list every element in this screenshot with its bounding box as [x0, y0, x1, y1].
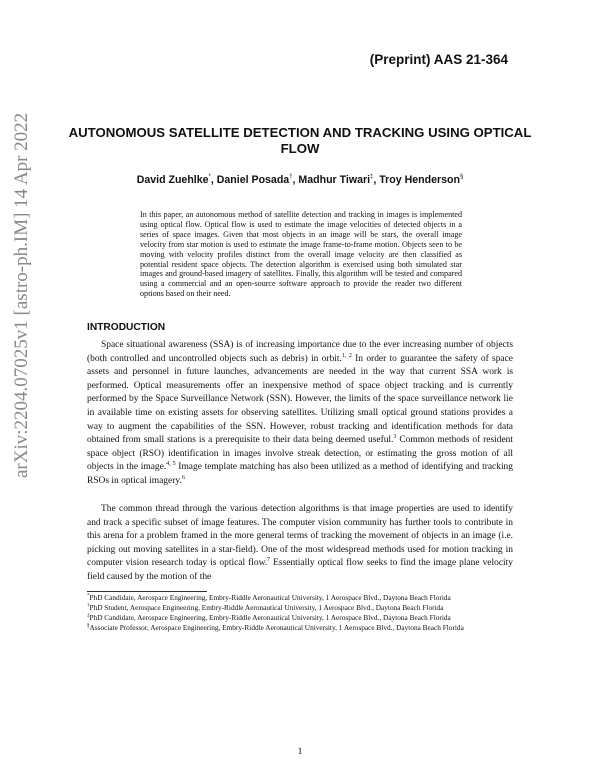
preprint-label: (Preprint) AAS 21-364	[369, 52, 508, 67]
author-mark: ‡	[370, 174, 374, 180]
citation: 4, 5	[166, 461, 176, 468]
footnote-mark: †	[87, 603, 90, 609]
footnote-mark: §	[87, 623, 90, 629]
author-name: David Zuehlke	[136, 174, 209, 186]
paragraph-text: Essentially optical flow seeks to find the image plane velocity field caused by the motion of the	[87, 558, 513, 582]
author-mark: †	[289, 174, 293, 180]
citation: 3	[393, 434, 397, 441]
page-number: 1	[297, 747, 303, 757]
arxiv-stamp: arXiv:2204.07025v1 [astro-ph.IM] 14 Apr 2022	[11, 112, 32, 478]
citation: 1, 2	[341, 352, 352, 359]
paragraph-text: In order to guarantee the safety of space assets and personnel in future launches, advancements are needed in the way that current SSA work is performed. Optical measurements offer an inexpensive method of space object tracking and is currently performed by the Space Surveillance Network (SSN). However, the limits of the space surveillance network lie in available time on existing assets for observing satellites. Utilizing small optical ground stations provides a way to augment the capabilities of the SSN. However, robust tracking and identification methods for data obtained from small stations is a prerequisite to their data being deemed useful.	[87, 353, 513, 446]
author-name: Troy Henderson	[379, 174, 460, 186]
footnote	[87, 593, 513, 603]
paragraph-text: Common methods of resident space object (RSO) identification in images involve streak detection, or estimating the gross motion of all objects in the image.	[87, 435, 513, 473]
abstract: In this paper, an autonomous method of satellite detection and tracking in images is implemented using optical flow. Optical flow is used to estimate the image velocities of detected objects in a series of space images. Given that most objects in an image will be stars, the overall image velocity from star motion is used to estimate the image frame-to-frame motion. Objects seen to be moving with velocity profiles distinct from the overall image velocity are then classified as potential resident space objects. The detection algorithm is exercised using both simulated star images and ground-based imagery of satellites. Finally, this algorithm will be tested and compared using a commercial and an open-source software approach to provide the reader two different options based on their need.	[140, 210, 462, 299]
footnote	[87, 623, 513, 633]
footnote-divider	[87, 591, 207, 592]
intro-paragraph-1	[87, 339, 513, 489]
author-mark: *	[208, 174, 211, 180]
footnote-text: Associate Professor, Aerospace Engineering, Embry-Riddle Aeronautical University, 1 Aerospace Blvd., Daytona Beach Florida	[89, 623, 464, 633]
citation: 6	[181, 474, 185, 481]
paragraph-text: The common thread through the various detection algorithms is that image properties are used to identify and track a specific subset of image features. The computer vision community has further tools to contribute in this arena for a problem framed in the more general terms of tracking the movement of objects in an image (i.e. picking out moving satellites in a star-field). One of the most widespread methods used for motion tracking in computer vision research today is optical flow.	[87, 504, 513, 569]
section-heading: INTRODUCTION	[87, 322, 166, 333]
footnote-text: PhD Candidate, Aerospace Engineering, Embry-Riddle Aeronautical University, 1 Aerospace Blvd., Daytona Beach Florida	[89, 593, 451, 602]
author-list: David Zuehlke*, Daniel Posada†, Madhur Tiwari‡, Troy Henderson§	[136, 174, 464, 186]
paragraph-text: Image template matching has also been utilized as a method of identifying and tracking RSOs in optical imagery.	[87, 462, 513, 486]
footnotes	[87, 593, 513, 633]
paragraph-text: Space situational awareness (SSA) is of increasing importance due to the ever increasing number of objects (both controlled and uncontrolled objects such as debris) in orbit.	[87, 340, 513, 364]
citation: 7	[267, 557, 271, 564]
footnote-text: PhD Candidate, Aerospace Engineering, Embry-Riddle Aeronautical University, 1 Aerospace Blvd., Daytona Beach Florida	[89, 613, 451, 623]
author-name: Daniel Posada	[216, 174, 290, 186]
intro-paragraph-2	[87, 503, 513, 585]
paper-title: AUTONOMOUS SATELLITE DETECTION AND TRACKING USING OPTICAL FLOW	[68, 125, 532, 156]
footnote-mark: *	[87, 593, 90, 599]
footnote-text: PhD Student, Aerospace Engineering, Embry-Riddle Aeronautical University, 1 Aerospace Blvd., Daytona Beach Florida	[89, 603, 444, 613]
footnote	[87, 603, 513, 613]
footnote-mark: ‡	[87, 613, 90, 619]
author-mark: §	[459, 174, 464, 180]
author-name: Madhur Tiwari	[298, 174, 371, 186]
footnote	[87, 613, 513, 623]
